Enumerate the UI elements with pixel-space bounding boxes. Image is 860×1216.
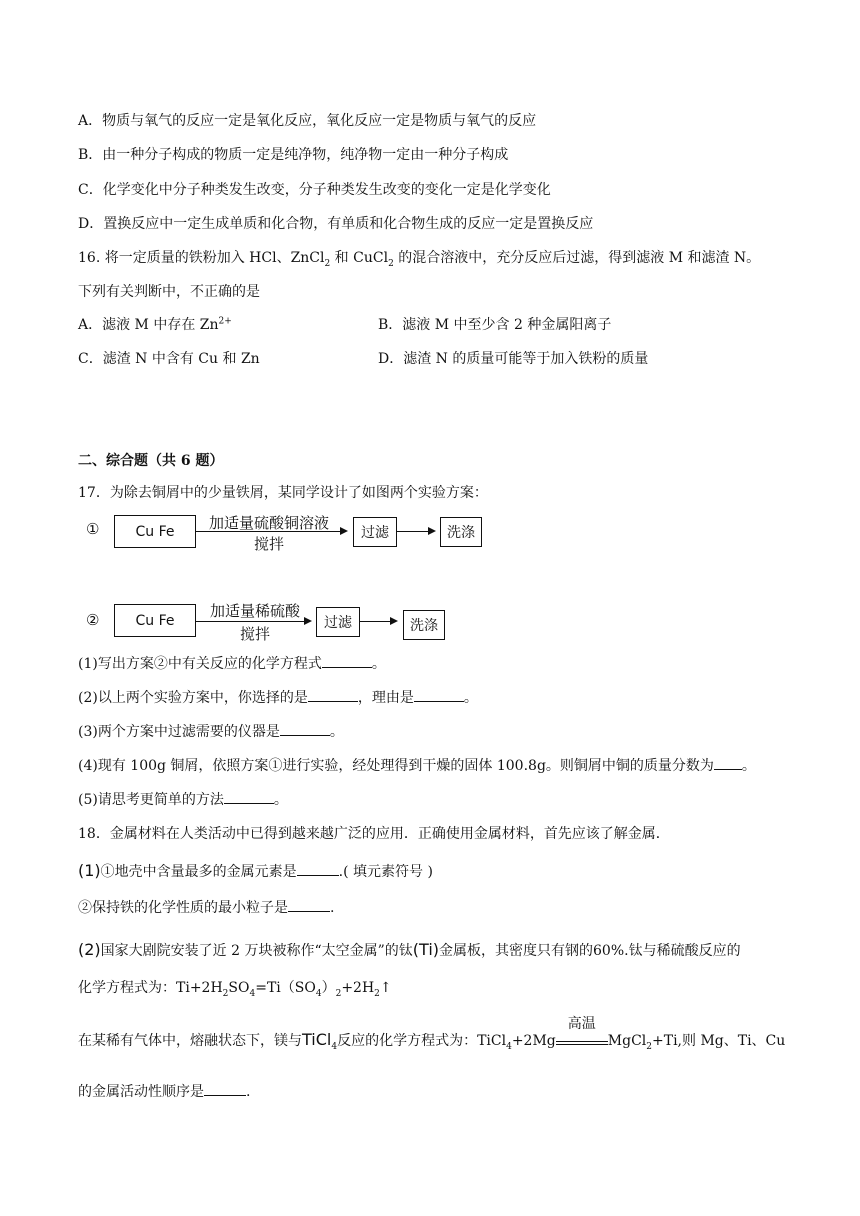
q18-part-1: (1)①地壳中含量最多的金属元素是 .( 填元素符号 ) bbox=[78, 861, 433, 880]
answer-blank[interactable] bbox=[280, 723, 330, 736]
q17-part-2: (2)以上两个实验方案中，你选择的是 ，理由是 。 bbox=[78, 690, 478, 706]
answer-blank[interactable] bbox=[308, 689, 358, 702]
q17-part-5: (5)请思考更简单的方法 。 bbox=[78, 792, 288, 808]
q15-option-c: C．化学变化中分子种类发生改变，分子种类发生改变的变化一定是化学变化 bbox=[78, 182, 551, 198]
scheme-1-op-label: 搅拌 bbox=[253, 535, 284, 553]
scheme-2-arrow-1 bbox=[196, 621, 310, 622]
answer-blank[interactable] bbox=[204, 1083, 246, 1096]
scheme-2-filter-box: 过滤 bbox=[316, 607, 360, 637]
q18-part-2: (2)国家大剧院安装了近 2 万块被称作“太空金属”的钛(Ti)金属板，其密度只有钢的60%.钛与稀硫酸反应的 bbox=[78, 940, 741, 959]
q15-option-d: D．置换反应中一定生成单质和化合物，有单质和化合物生成的反应一定是置换反应 bbox=[78, 216, 594, 232]
answer-blank[interactable] bbox=[224, 791, 274, 804]
q15-option-b: B．由一种分子构成的物质一定是纯净物，纯净物一定由一种分子构成 bbox=[78, 147, 509, 163]
reaction-condition: 高温 bbox=[556, 1035, 608, 1045]
scheme-1-wash-box: 洗涤 bbox=[440, 517, 482, 547]
scheme-1-reagent-label: 加适量硫酸铜溶液 bbox=[208, 514, 329, 532]
q18-part-2-equation: 化学方程式为：$Ti+2H_2SO_4=Ti(SO_4)_2+2H_2↑$ bbox=[78, 980, 392, 999]
scheme-2-reagent-label: 加适量稀硫酸 bbox=[209, 602, 300, 620]
answer-blank[interactable] bbox=[288, 899, 330, 912]
q15-option-a: A．物质与氧气的反应一定是氧化反应，氧化反应一定是物质与氧气的反应 bbox=[78, 113, 537, 129]
answer-blank[interactable] bbox=[714, 757, 742, 770]
q17-part-3: (3)两个方案中过滤需要的仪器是 。 bbox=[78, 724, 344, 740]
answer-blank[interactable] bbox=[322, 655, 372, 668]
scheme-2-number: ② bbox=[86, 611, 100, 629]
section-heading: 二、综合题（共 6 题） bbox=[78, 453, 224, 469]
q17-part-4: (4)现有 100g 铜屑，依照方案①进行实验，经处理得到干燥的固体 100.8g。则铜屑中铜的质量分数为 。 bbox=[78, 758, 756, 774]
q17-part-1: (1)写出方案②中有关反应的化学方程式 。 bbox=[78, 656, 386, 672]
scheme-2-wash-box: 洗涤 bbox=[403, 610, 445, 640]
q18-stem: 18．金属材料在人类活动中已得到越来越广泛的应用．正确使用金属材料，首先应该了解金属． bbox=[78, 826, 670, 842]
scheme-1-arrow-1 bbox=[196, 531, 346, 532]
q16-option-a: A．滤液 M 中存在 $Zn^{2+}$ bbox=[78, 316, 232, 333]
scheme-2-arrow-2 bbox=[360, 621, 396, 622]
q16-option-b: B．滤液 M 中至少含 2 种金属阳离子 bbox=[378, 317, 612, 333]
scheme-1-filter-box: 过滤 bbox=[353, 517, 397, 547]
scheme-1-arrow-2 bbox=[397, 531, 434, 532]
answer-blank[interactable] bbox=[414, 689, 464, 702]
q16-option-d: D．滤渣 N 的质量可能等于加入铁粉的质量 bbox=[378, 351, 649, 367]
scheme-2-mixture-box: Cu Fe bbox=[114, 604, 196, 637]
scheme-1-mixture-box: Cu Fe bbox=[114, 515, 196, 548]
scheme-1-number: ① bbox=[86, 520, 100, 538]
q18-part-3: 在某稀有气体中，熔融状态下，镁与TiCl$_4$反应的化学方程式为：TiCl$_4$+2Mg 高温 MgCl$_2$+Ti,则 Mg、Ti、Cu bbox=[78, 1016, 786, 1052]
q16-stem-line2: 下列有关判断中，不正确的是 bbox=[78, 284, 260, 300]
scheme-2-op-label: 搅拌 bbox=[239, 625, 270, 643]
q18-part-1b: ②保持铁的化学性质的最小粒子是 . bbox=[78, 900, 335, 916]
q18-part-3-line2: 的金属活动性顺序是 . bbox=[78, 1084, 251, 1100]
q16-option-c: C．滤渣 N 中含有 Cu 和 Zn bbox=[78, 351, 260, 367]
q16-stem: 16. 将一定质量的铁粉加入 HCl、ZnCl$_2$ 和 CuCl$_2$ 的混合溶液中，充分反应后过滤，得到滤液 M 和滤渣 N。 bbox=[78, 250, 761, 269]
answer-blank[interactable] bbox=[297, 863, 339, 876]
q17-stem: 17．为除去铜屑中的少量铁屑，某同学设计了如图两个实验方案： bbox=[78, 485, 488, 501]
